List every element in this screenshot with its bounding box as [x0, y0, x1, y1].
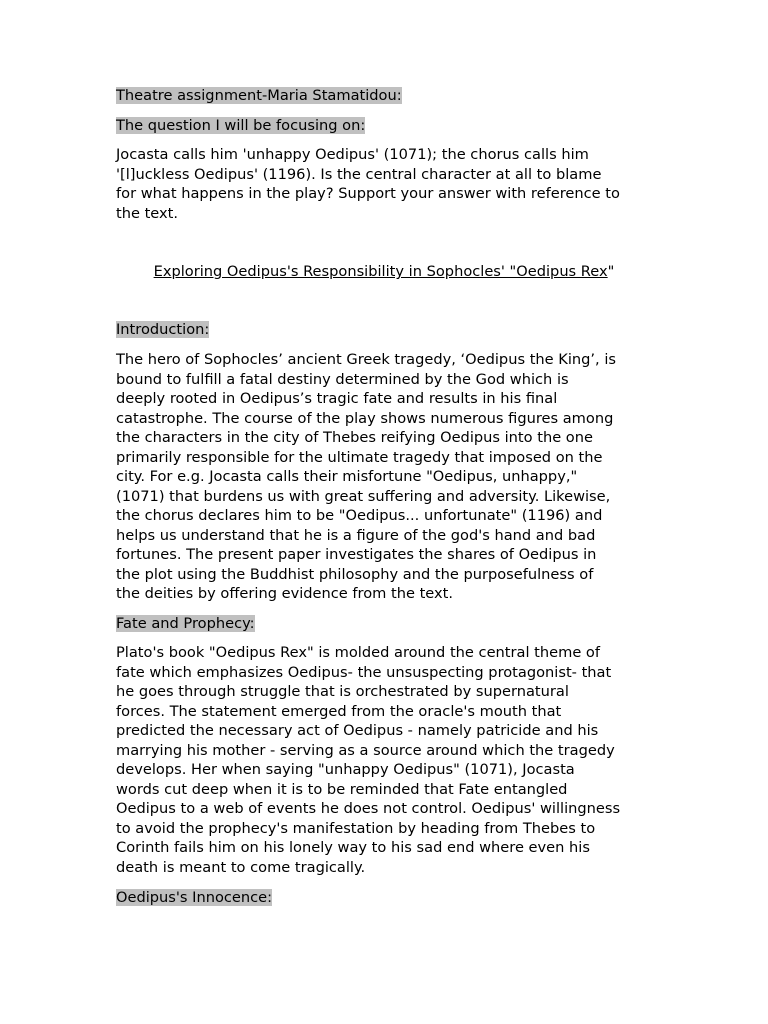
- text-line: The hero of Sophocles’ ancient Greek tragedy, ‘Oedipus the King’, is: [116, 351, 616, 368]
- text-line: '[l]uckless Oedipus' (1196). Is the central character at all to blame: [116, 165, 602, 183]
- fate-paragraph: [116, 643, 656, 877]
- text-line: forces. The statement emerged from the oracle's mouth that: [116, 702, 562, 720]
- essay-title: [116, 262, 652, 282]
- innocence-label-text: Oedipus's Innocence:: [116, 889, 273, 906]
- text-line: Jocasta calls him 'unhappy Oedipus' (1071); the chorus calls him: [116, 146, 589, 163]
- text-line: deeply rooted in Oedipus’s tragic fate and results in his final: [116, 390, 558, 407]
- text-line: for what happens in the play? Support your answer with reference to: [116, 185, 620, 202]
- text-line: fate which emphasizes Oedipus- the unsuspecting protagonist- that: [116, 663, 612, 681]
- question-label: [116, 116, 656, 136]
- text-line: the deities by offering evidence from the text.: [116, 585, 454, 602]
- question-paragraph: [116, 145, 656, 223]
- text-line: predicted the necessary act of Oedipus - namely patricide and his: [116, 722, 599, 739]
- text-line: Corinth fails him on his lonely way to his sad end where even his: [116, 839, 590, 856]
- text-line: words cut deep when it is to be reminded that Fate entangled: [116, 780, 568, 798]
- text-line: marrying his mother - serving as a source around which the tragedy: [116, 741, 615, 759]
- essay-title-underlined: Exploring Oedipus's Responsibility in Sophocles' "Oedipus Rex: [153, 263, 608, 280]
- text-line: develops. Her when saying "unhappy Oedipus" (1071), Jocasta: [116, 761, 575, 778]
- intro-paragraph: [116, 350, 656, 604]
- question-label-text: The question I will be focusing on:: [116, 117, 366, 134]
- text-line: primarily responsible for the ultimate tragedy that imposed on the: [116, 448, 603, 466]
- text-line: the text.: [116, 204, 179, 222]
- text-line: he goes through struggle that is orchestrated by supernatural: [116, 683, 569, 700]
- innocence-label: [116, 888, 656, 908]
- text-line: the characters in the city of Thebes reifying Oedipus into the one: [116, 429, 593, 446]
- fate-label: [116, 614, 656, 634]
- text-line: city. For e.g. Jocasta calls their misfortune "Oedipus, unhappy,": [116, 468, 578, 485]
- intro-label: [116, 320, 656, 340]
- text-line: bound to fulfill a fatal destiny determined by the God which is: [116, 370, 569, 388]
- text-line: the plot using the Buddhist philosophy and the purposefulness of: [116, 565, 594, 583]
- text-line: (1071) that burdens us with great suffering and adversity. Likewise,: [116, 487, 611, 505]
- assignment-heading: [116, 86, 656, 106]
- text-line: Plato's book "Oedipus Rex" is molded around the central theme of: [116, 644, 601, 661]
- text-line: catastrophe. The course of the play shows numerous figures among: [116, 409, 614, 427]
- text-line: death is meant to come tragically.: [116, 858, 366, 876]
- assignment-heading-text: Theatre assignment-Maria Stamatidou:: [116, 87, 402, 104]
- essay-title-tail: ": [607, 263, 615, 280]
- fate-label-text: Fate and Prophecy:: [116, 615, 255, 632]
- text-line: helps us understand that he is a figure of the god's hand and bad: [116, 526, 596, 544]
- text-line: the chorus declares him to be "Oedipus... unfortunate" (1196) and: [116, 507, 603, 524]
- text-line: to avoid the prophecy's manifestation by heading from Thebes to: [116, 819, 596, 837]
- text-line: fortunes. The present paper investigates the shares of Oedipus in: [116, 546, 597, 563]
- intro-label-text: Introduction:: [116, 321, 210, 338]
- text-line: Oedipus to a web of events he does not control. Oedipus' willingness: [116, 800, 621, 817]
